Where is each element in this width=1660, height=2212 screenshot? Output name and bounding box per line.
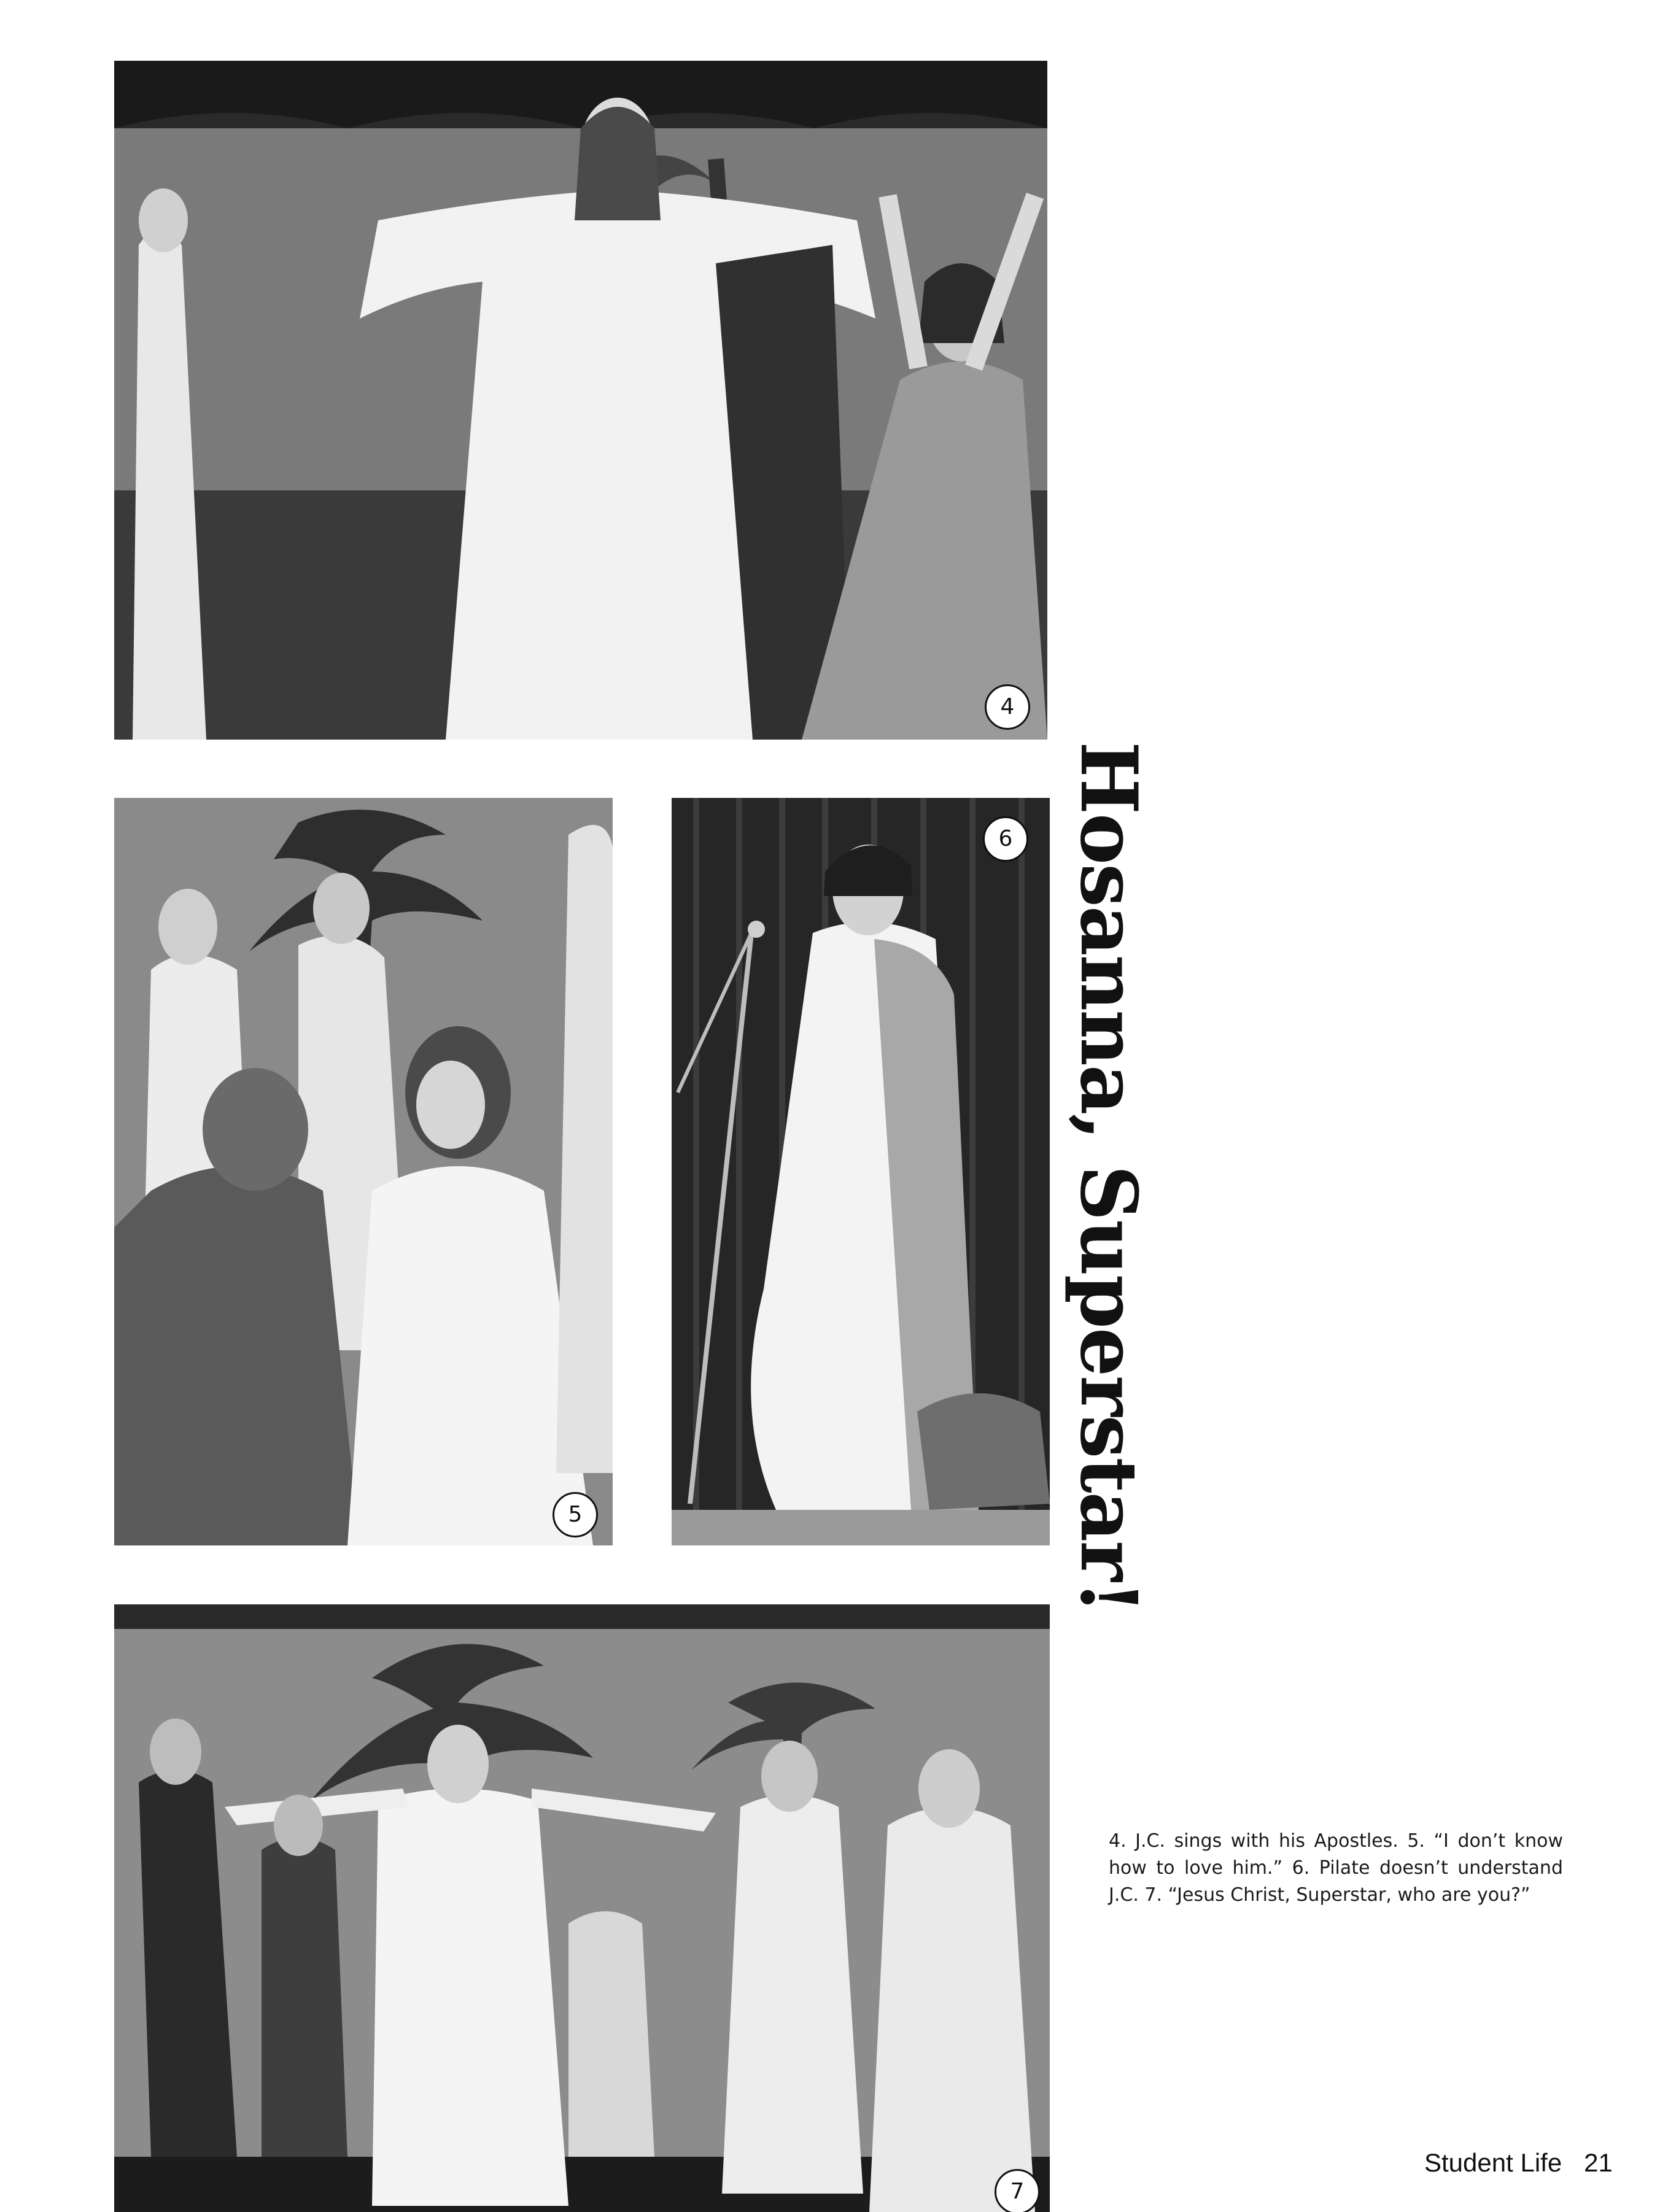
photo-4-jc-with-apostles [114,61,1047,740]
photo-number-badge: 5 [553,1492,598,1537]
photo-5-dont-know-how-to-love-him [114,798,613,1545]
photo-6-image [672,798,1050,1545]
photo-number-badge: 7 [995,2169,1040,2212]
photo-5-image [114,798,613,1545]
photo-number-badge: 4 [985,684,1030,730]
folio-page-number: 21 [1584,2148,1613,2177]
photo-7-image [114,1604,1050,2212]
photo-6-pilate [672,798,1050,1545]
photo-number-badge: 6 [983,816,1028,862]
photo-caption: 4. J.C. sings with his Apostles. 5. “I don’t know how to love him.” 6. Pilate doesn’t understand J.C. 7. “Jesus Christ, Superstar, who are you?” [1109,1830,1563,1906]
headline-text: Hosanna, Superstar! [1063,741,1154,1613]
page-folio [1424,2148,1613,2178]
photo-7-jesus-christ-superstar [114,1604,1050,2212]
photo-4-image [114,61,1047,740]
folio-section: Student Life [1424,2148,1562,2177]
